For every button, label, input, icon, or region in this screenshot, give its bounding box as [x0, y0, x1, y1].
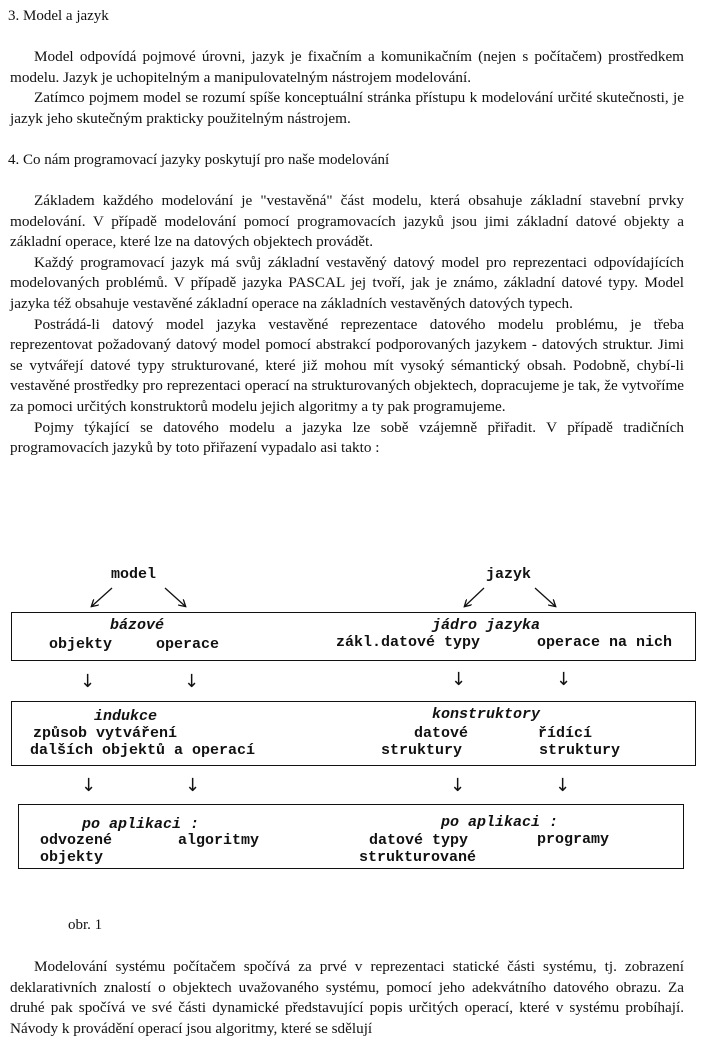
down-arrow-icon: ↓	[556, 669, 572, 690]
box3-left-col1-line1: odvozené	[40, 832, 113, 849]
down-arrow-icon: ↓	[184, 671, 200, 692]
figure-caption: obr. 1	[68, 917, 103, 933]
down-arrow-icon: ↓	[81, 775, 97, 796]
model-label: model	[111, 566, 157, 583]
box3-right-col2: programy	[537, 831, 610, 848]
box2-right-col1-line2: struktury	[381, 742, 463, 759]
box3-right-title: po aplikaci :	[441, 814, 559, 831]
box1-right-col2: operace na nich	[537, 634, 673, 651]
box1-left-col2: operace	[156, 636, 220, 653]
box2-left-line2: dalších objektů a operací	[30, 742, 256, 759]
arrow-model-left	[92, 588, 112, 606]
down-arrow-icon: ↓	[185, 775, 201, 796]
box-po-aplikaci	[18, 804, 684, 869]
box3-left-col2: algoritmy	[178, 832, 260, 849]
box2-left-line1: způsob vytváření	[33, 725, 178, 742]
paragraph: Postrádá-li datový model jazyka vestavěné reprezentace datového modelu problému, je třeba reprezentovat požadovaný datový model pomocí abstrakcí podporovaných jazykem - datových struktur. Jimi se vytvářejí datové typy strukturované, které již mohou mít vysoký sémantický obsah. Podobně, chybí-li vestavěné prostředky pro reprezentaci operací na strukturovaných objektech, dopracujeme je tak, že vytvoříme za pomoci určitých konstruktorů modelu jejich algoritmy a ty pak programujeme.	[10, 315, 684, 415]
paragraph: Základem každého modelování je "vestavěná" část modelu, která obsahuje základní stavební prvky modelování. V případě modelování pomocí programovacích jazyků jsou jimi základní datové objekty a základní operace, které lze na datových objektech provádět.	[10, 192, 684, 251]
down-arrow-icon: ↓	[80, 671, 96, 692]
box1-left-title: bázové	[110, 617, 165, 634]
arrow-jazyk-right	[535, 588, 555, 606]
closing-body	[10, 957, 684, 1039]
jazyk-label: jazyk	[486, 566, 532, 583]
box-bazove-jadro	[11, 612, 696, 661]
section-4-heading: 4. Co nám programovací jazyky poskytují pro naše modelování	[8, 152, 390, 168]
paragraph: Každý programovací jazyk má svůj základní vestavěný datový model pro reprezentaci odpovídajících modelovaných problémů. V případě jazyka PASCAL jej tvoří, jak je známo, základní datové typy. Model jazyka též obsahuje vestavěné základní operace na základních vestavěných datových typech.	[10, 253, 684, 312]
arrow-model-right	[165, 588, 185, 606]
down-arrow-icon: ↓	[451, 669, 467, 690]
box3-right-col1-line2: strukturované	[359, 849, 477, 866]
arrow-jazyk-left	[465, 588, 484, 606]
box2-right-title: konstruktory	[432, 706, 541, 723]
box3-left-title: po aplikaci :	[82, 816, 200, 833]
section-3-heading: 3. Model a jazyk	[8, 8, 109, 24]
box-indukce-konstruktory	[11, 701, 696, 766]
paragraph: Model odpovídá pojmové úrovni, jazyk je fixačním a komunikačním (nejen s počítačem) prostředkem modelu. Jazyk je uchopitelným a manipulovatelným nástrojem modelování.	[10, 48, 684, 86]
box1-left-col1: objekty	[49, 636, 113, 653]
box3-left-col1-line2: objekty	[40, 849, 104, 866]
down-arrow-icon: ↓	[450, 775, 466, 796]
down-arrow-icon: ↓	[555, 775, 571, 796]
paragraph: Zatímco pojmem model se rozumí spíše konceptuální stránka přístupu k modelování určité skutečnosti, je jazyk jeho skutečným prakticky použitelným nástrojem.	[10, 89, 684, 127]
box1-right-title: jádro jazyka	[432, 617, 541, 634]
paragraph: Modelování systému počítačem spočívá za prvé v reprezentaci statické části systému, tj. zobrazení deklarativních znalostí o objektech uvažovaného systému, pomocí jeho adekvátního datového obrazu. Za druhé pak spočívá ve své části dynamické představující popis určitých operací, které v systému probíhají. Návody k provádění operací jsou algoritmy, které se sdělují	[10, 958, 684, 1037]
paragraph: Pojmy týkající se datového modelu a jazyka lze sobě vzájemně přiřadit. V případě tradičních programovacích jazyků by toto přiřazení vypadalo asi takto :	[10, 418, 684, 457]
box2-right-col1-line1: datové	[414, 725, 469, 742]
box2-right-col2-line2: struktury	[539, 742, 621, 759]
box2-right-col2-line1: řídící	[538, 725, 593, 742]
box3-right-col1-line1: datové typy	[369, 832, 469, 849]
box2-left-title: indukce	[94, 708, 158, 725]
box1-right-col1: zákl.datové typy	[336, 634, 481, 651]
